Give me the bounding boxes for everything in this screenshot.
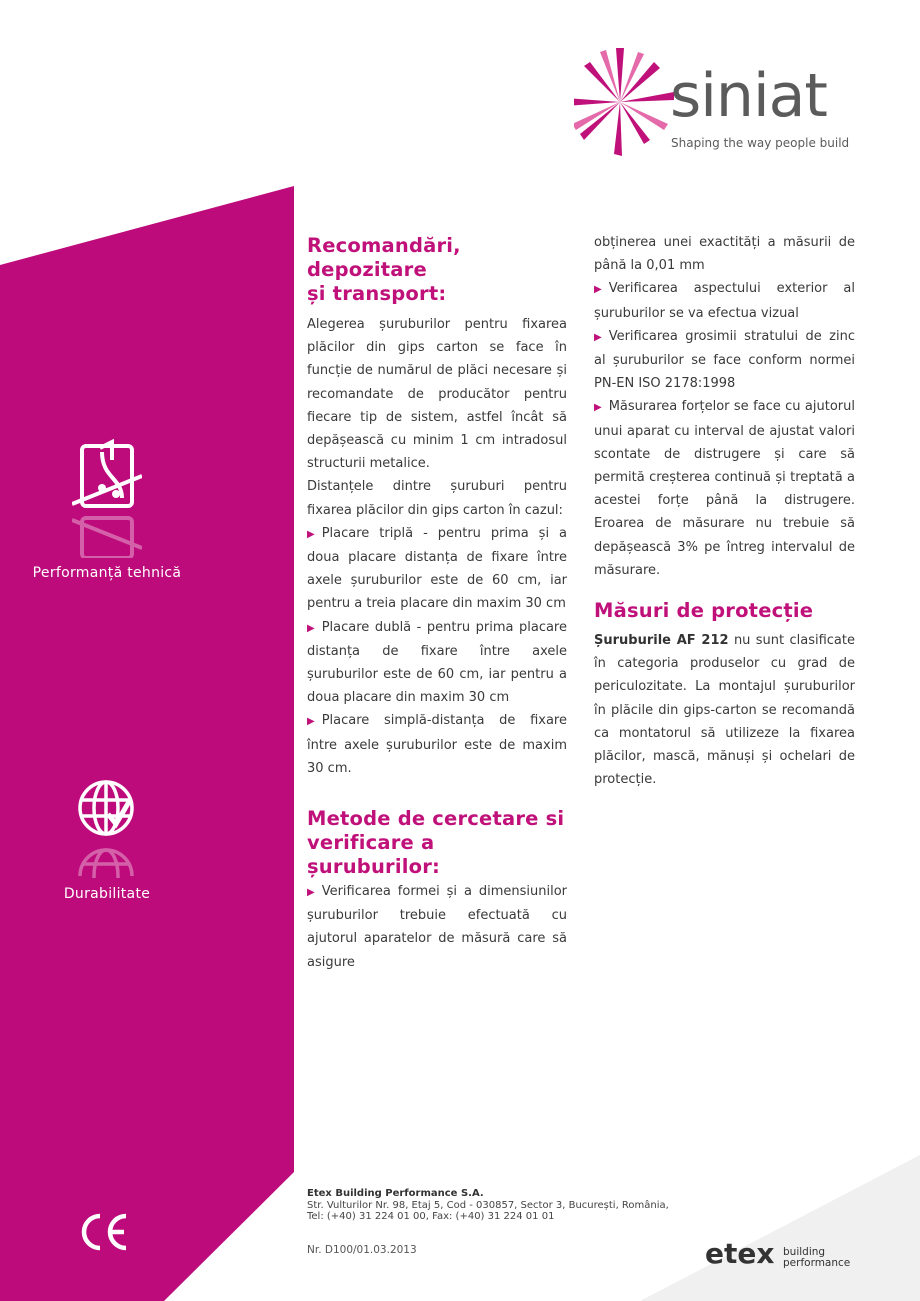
paragraph-continued: obținerea unei exactități a măsurii de până la 0,01 mm	[594, 235, 855, 274]
section-title-recommendations: Recomandări, depozitare și transport:	[307, 234, 461, 305]
siniat-star-logo	[574, 46, 674, 158]
bullet-arrow-icon: ▶	[307, 528, 315, 540]
company-name: Etex Building Performance S.A.	[307, 1188, 484, 1199]
paragraph-screw-spacing: Distanțele dintre șuruburi pentru fixarea plăcilor din gips carton în cazul:	[307, 479, 567, 518]
siniat-wordmark: siniat	[670, 61, 827, 131]
ce-mark-icon	[78, 1212, 130, 1252]
list-item-triple-cladding: ▶ Placare triplă - pentru prima și a doua placare distanța de fixare între axele șuruburilor este de 60 cm, iar pentru a treia placare din maxim 30 cm	[307, 522, 567, 616]
list-item-visual-check: ▶ Verificarea aspectului exterior al șuruburilor se va efectua vizual	[594, 277, 855, 324]
bullet-arrow-icon: ▶	[594, 331, 602, 343]
list-item-double-cladding: ▶ Placare dublă - pentru prima placare distanța de fixare între axele șuruburilor este de 60 cm, iar pentru a doua placare din maxim 30 cm	[307, 616, 567, 710]
paragraph-screw-choice: Alegerea șuruburilor pentru fixarea plăcilor din gips carton se face în funcție de numărul de plăci necesare și recomandate de producător pentru fiecare tip de sistem, astfel încât să depășească cu minim 1 cm intradosul structurii metalice.	[307, 317, 567, 472]
bullet-arrow-icon: ▶	[307, 716, 315, 728]
list-item-single-cladding: ▶ Placare simplă-distanța de fixare între axele șuruburilor este de maxim 30 cm.	[307, 709, 567, 780]
bullet-arrow-icon: ▶	[307, 887, 315, 899]
bullet-arrow-icon: ▶	[594, 402, 602, 414]
company-address: Str. Vulturilor Nr. 98, Etaj 5, Cod - 030857, Sector 3, București, România,	[307, 1199, 669, 1211]
section-title-protection: Măsuri de protecție	[594, 599, 814, 623]
company-phone: Tel: (+40) 31 224 01 00, Fax: (+40) 31 224 01 01	[307, 1211, 555, 1222]
brand-tagline: Shaping the way people build	[671, 136, 850, 150]
sidebar-label-technical-performance: Performanță tehnică	[32, 565, 182, 581]
list-item-force-measure: ▶ Măsurarea forțelor se face cu ajutorul unui aparat cu interval de ajustat valori scontate de distrugere și care să permită creșterea continuă și treptată a acestei forțe până la distrugere. Eroarea de măsurare nu trebuie să depășească 3% pe întreg intervalul de măsurare.	[594, 395, 855, 582]
bullet-arrow-icon: ▶	[307, 622, 315, 634]
section-title-test-methods: Metode de cercetare si verificare a șuruburilor:	[307, 807, 565, 879]
etex-logo-tagline: building performance	[783, 1246, 851, 1269]
paragraph-protection: Șuruburile AF 212 nu sunt clasificate în categoria produselor cu grad de periculozitate. La montajul șuruburilor în plăcile din gips-carton se recomandă ca montatorul să utilizeze la fixarea plăcilor, mască, mănuși și ochelari de protecție.	[594, 633, 855, 788]
bullet-arrow-icon: ▶	[594, 284, 602, 296]
sidebar-label-durability: Durabilitate	[63, 886, 151, 902]
technical-performance-icon	[72, 438, 142, 558]
company-footer	[307, 1188, 669, 1223]
list-item-shape-check: ▶ Verificarea formei și a dimensiunilor șuruburilor trebuie efectuată cu ajutorul aparatelor de măsură care să asigure	[307, 880, 567, 974]
document-number: Nr. D100/01.03.2013	[307, 1244, 417, 1256]
right-text-column	[594, 231, 855, 791]
etex-logo-wordmark: etex	[705, 1237, 775, 1270]
list-item-zinc-check: ▶ Verificarea grosimii stratului de zinc al șuruburilor se face conform normei PN-EN ISO 2178:1998	[594, 325, 855, 396]
globe-check-icon	[76, 778, 136, 878]
left-text-column	[307, 234, 567, 974]
product-name: Șuruburile AF 212	[594, 633, 729, 649]
